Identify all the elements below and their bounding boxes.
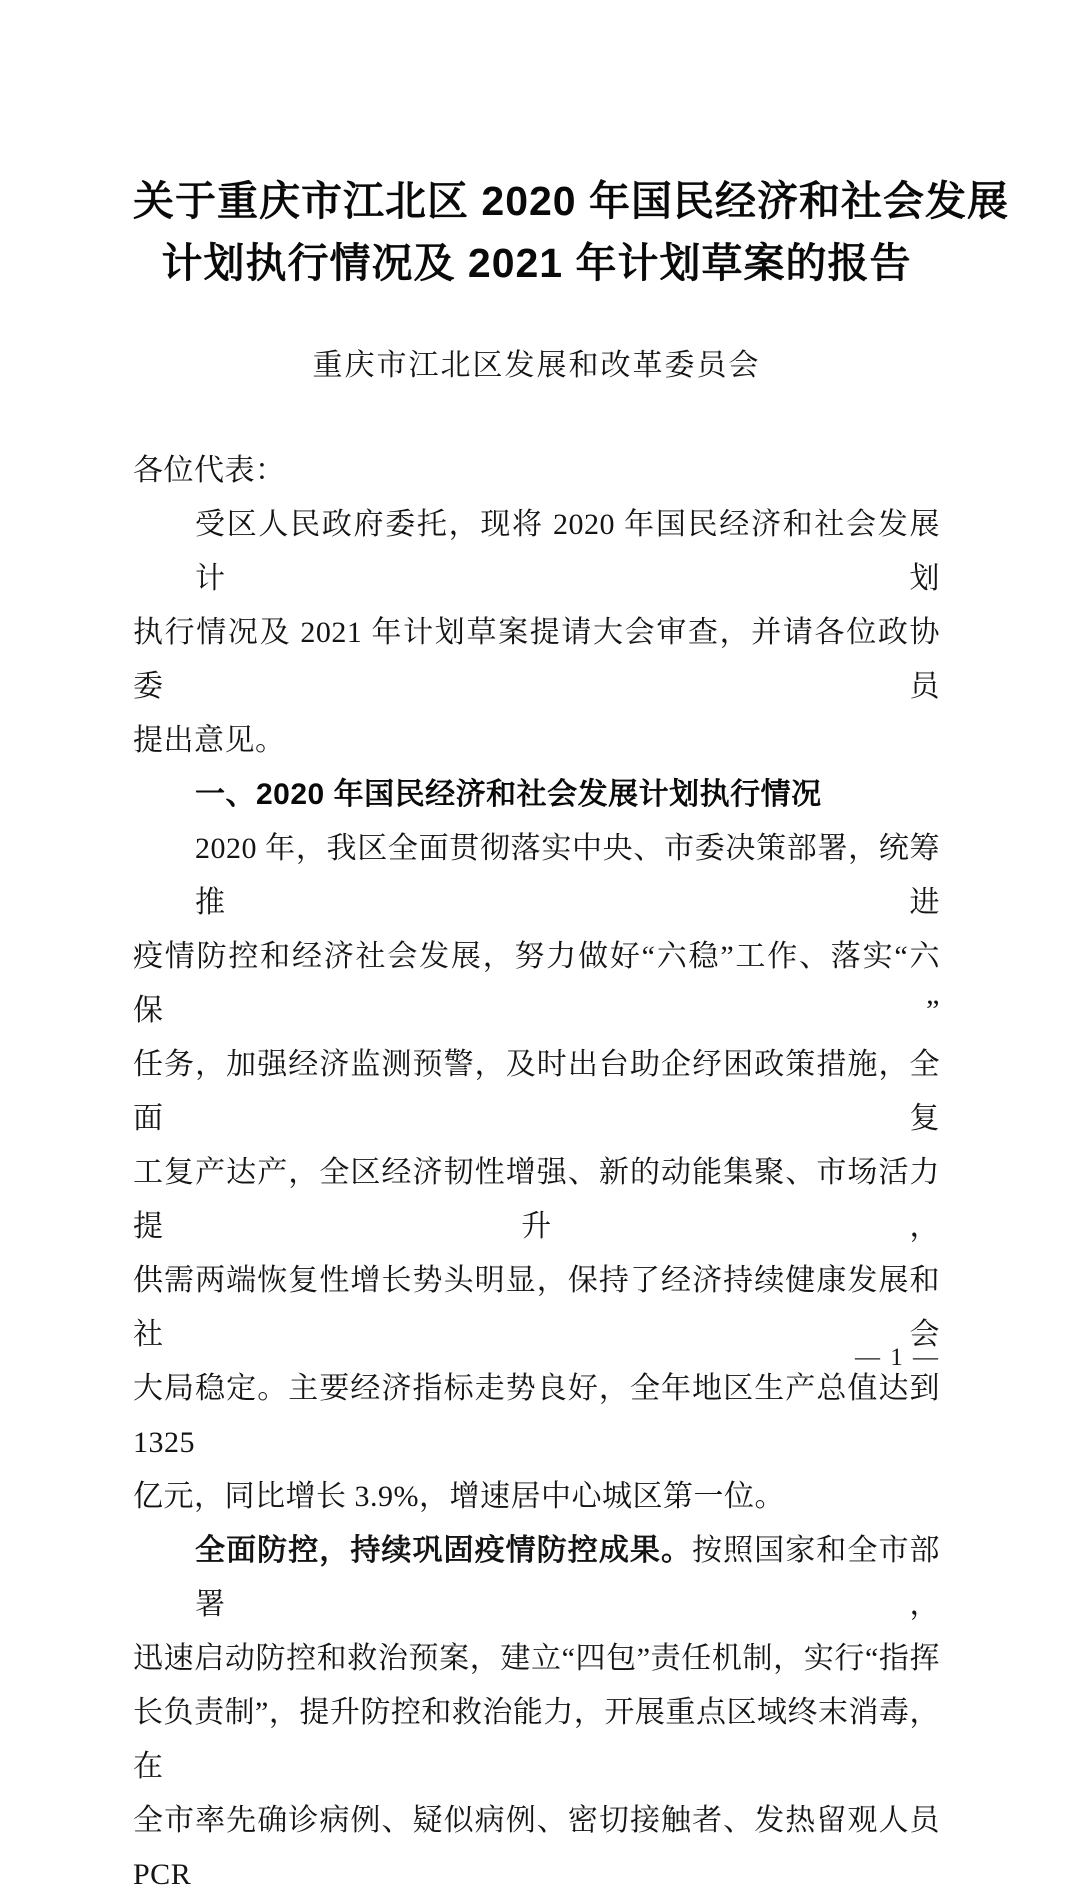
body-text-segment: 2020 年，我区全面贯彻落实中央、市委决策部署，统筹推进 bbox=[195, 832, 940, 919]
body-text-segment: 工复产达产，全区经济韧性增强、新的动能集聚、市场活力提升， bbox=[133, 1156, 940, 1243]
body-line bbox=[133, 714, 940, 768]
body-line bbox=[133, 1686, 940, 1794]
document-author: 重庆市江北区发展和改革委员会 bbox=[312, 349, 761, 382]
body-text-segment: 提出意见。 bbox=[133, 724, 286, 757]
body-text-bold-segment: 全面防控，持续巩固疫情防控成果。 bbox=[195, 1534, 693, 1567]
body-text-segment: 疫情防控和经济社会发展，努力做好“六稳”工作、落实“六保” bbox=[133, 940, 940, 1027]
body-line bbox=[133, 1632, 940, 1686]
body-line bbox=[133, 1146, 940, 1254]
body-line bbox=[133, 1794, 940, 1902]
body-text-segment: 迅速启动防控和救治预案，建立“四包”责任机制，实行“指挥 bbox=[133, 1642, 940, 1675]
body-text-segment: 长负责制”，提升防控和救治能力，开展重点区域终末消毒，在 bbox=[133, 1696, 940, 1783]
body-line bbox=[133, 444, 940, 498]
body-text-segment: 受区人民政府委托，现将 2020 年国民经济和社会发展计划 bbox=[195, 508, 940, 595]
document-title-line-1: 关于重庆市江北区 2020 年国民经济和社会发展 bbox=[133, 178, 1009, 224]
document-title-line-2: 计划执行情况及 2021 年计划草案的报告 bbox=[161, 240, 912, 286]
body-text-bold-segment: 一、2020 年国民经济和社会发展计划执行情况 bbox=[195, 778, 822, 811]
body-text-segment: 各位代表： bbox=[133, 454, 286, 487]
body-line bbox=[133, 1254, 940, 1362]
body-text-segment: 执行情况及 2021 年计划草案提请大会审查，并请各位政协委员 bbox=[133, 616, 940, 703]
section-heading bbox=[133, 768, 940, 822]
body-text-segment: 全市率先确诊病例、疑似病例、密切接触者、发热留观人员 PCR bbox=[133, 1804, 940, 1891]
body-text-segment: 按照国家和全市部署， bbox=[195, 1534, 941, 1621]
body-line bbox=[133, 498, 940, 606]
body-text-segment: 亿元，同比增长 3.9%，增速居中心城区第一位。 bbox=[133, 1480, 785, 1513]
page-number: — 1 — bbox=[855, 1344, 940, 1371]
body-line bbox=[133, 606, 940, 714]
body-line bbox=[133, 1038, 940, 1146]
body-text-segment: 任务，加强经济监测预警，及时出台助企纾困政策措施，全面复 bbox=[133, 1048, 940, 1135]
body-line bbox=[133, 1470, 940, 1524]
document-title bbox=[133, 170, 1009, 294]
body-line bbox=[133, 822, 940, 930]
body-text-segment: 供需两端恢复性增长势头明显，保持了经济持续健康发展和社会 bbox=[133, 1264, 940, 1351]
body-line bbox=[133, 930, 940, 1038]
body-line bbox=[133, 1524, 940, 1632]
body-line bbox=[133, 1362, 940, 1470]
body-text-segment: 大局稳定。主要经济指标走势良好，全年地区生产总值达到 1325 bbox=[133, 1372, 940, 1459]
document-body bbox=[133, 444, 940, 1902]
